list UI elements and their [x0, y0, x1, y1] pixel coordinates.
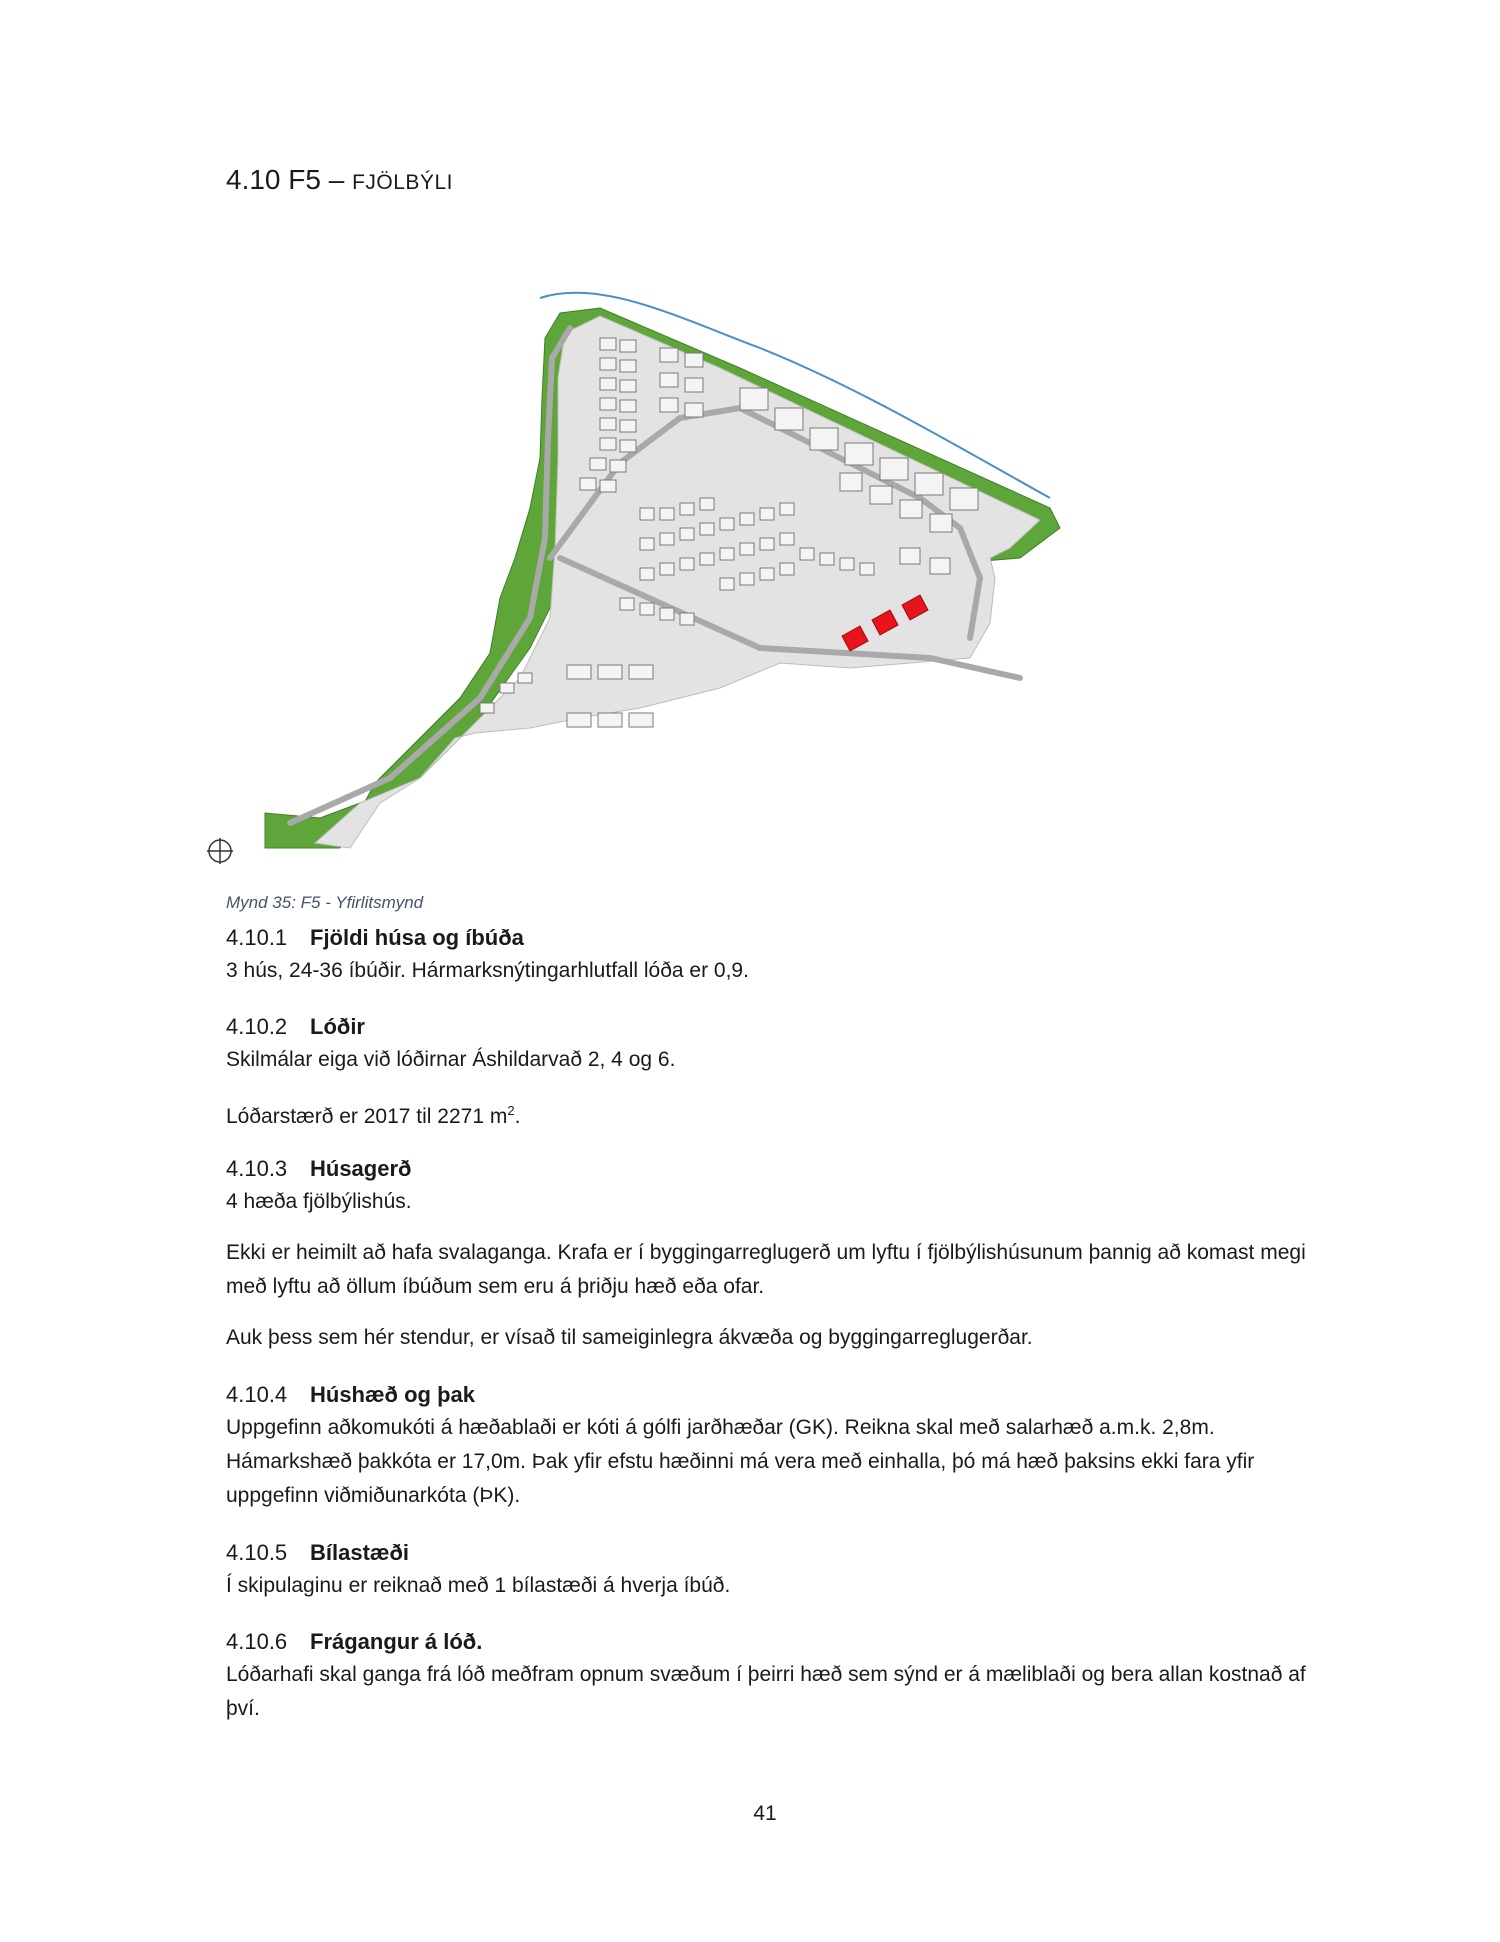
- section-heading: [226, 1537, 1306, 1569]
- section-heading: [226, 1379, 1306, 1411]
- section-number: 4.10.4: [226, 1382, 288, 1407]
- section-paragraph: Auk þess sem hér stendur, er vísað til sameiginlegra ákvæða og byggingarreglugerðar.: [226, 1326, 1033, 1349]
- section-title: Húsagerð: [310, 1156, 412, 1181]
- section-number: 4.10.3: [226, 1156, 288, 1181]
- section-title: Fjöldi húsa og íbúða: [310, 925, 524, 950]
- lot-size-paragraph: [226, 1094, 1306, 1134]
- section-paragraph: Skilmálar eiga við lóðirnar Áshildarvað 2, 4 og 6.: [226, 1048, 676, 1071]
- section-heading: [226, 1626, 1306, 1658]
- heading-dash: –: [328, 164, 345, 195]
- section-number: 4.10.1: [226, 925, 288, 950]
- section-number: 4.10.2: [226, 1014, 288, 1039]
- heading-title: FJÖLBÝLI: [352, 171, 453, 194]
- section-title: Frágangur á lóð.: [310, 1629, 483, 1654]
- north-arrow-icon: [207, 838, 233, 864]
- lot-size-text: Lóðarstærð er 2017 til 2271 m: [226, 1105, 508, 1128]
- section-4-10-1: [226, 922, 1306, 988]
- site-plan-map: [60, 258, 1290, 883]
- section-title: Húshæð og þak: [310, 1382, 476, 1407]
- section-paragraph: Í skipulaginu er reiknað með 1 bílastæði á hverja íbúð.: [226, 1574, 731, 1597]
- section-heading: [226, 922, 1306, 954]
- section-paragraph: 3 hús, 24-36 íbúðir. Hármarksnýtingarhlutfall lóða er 0,9.: [226, 959, 749, 982]
- section-number: 4.10.5: [226, 1540, 288, 1565]
- section-paragraph: Lóðarhafi skal ganga frá lóð meðfram opnum svæðum í þeirri hæð sem sýnd er á mæliblaði og bera allan kostnað af því.: [226, 1663, 1306, 1720]
- site-plan-figure: [60, 258, 1290, 883]
- section-paragraph: Uppgefinn aðkomukóti á hæðablaði er kóti á gólfi jarðhæðar (GK). Reikna skal með salarhæð a.m.k. 2,8m. Hámarkshæð þakkóta er 17,0m. Þak yfir efstu hæðinni má vera með einhalla, þó má hæð þaksins ekki fara yfir uppgefinn viðmiðunarkóta (ÞK).: [226, 1416, 1255, 1507]
- section-4-10-2: [226, 1011, 1306, 1134]
- section-4-10-6: [226, 1626, 1306, 1726]
- section-4-10-5: [226, 1537, 1306, 1603]
- section-paragraph: 4 hæða fjölbýlishús.: [226, 1190, 412, 1213]
- section-heading: [226, 1011, 1306, 1043]
- lot-size-end: .: [514, 1105, 521, 1128]
- section-number: 4.10.6: [226, 1629, 288, 1654]
- figure-caption: Mynd 35: F5 - Yfirlitsmynd: [226, 893, 424, 912]
- section-heading: [226, 1153, 1306, 1185]
- section-4-10-4: [226, 1379, 1306, 1513]
- page-title: [226, 164, 453, 196]
- section-title: Bílastæði: [310, 1540, 410, 1565]
- page-number: 41: [753, 1802, 777, 1825]
- section-paragraph: Ekki er heimilt að hafa svalaganga. Krafa er í byggingarreglugerð um lyftu í fjölbýlishúsunum þannig að komast megi með lyftu að öllum íbúðum sem eru á þriðju hæð eða ofar.: [226, 1241, 1306, 1298]
- superscript-2: 2: [507, 1103, 515, 1118]
- section-title: Lóðir: [310, 1014, 365, 1039]
- section-4-10-3: [226, 1153, 1306, 1355]
- heading-number: 4.10 F5: [226, 164, 321, 195]
